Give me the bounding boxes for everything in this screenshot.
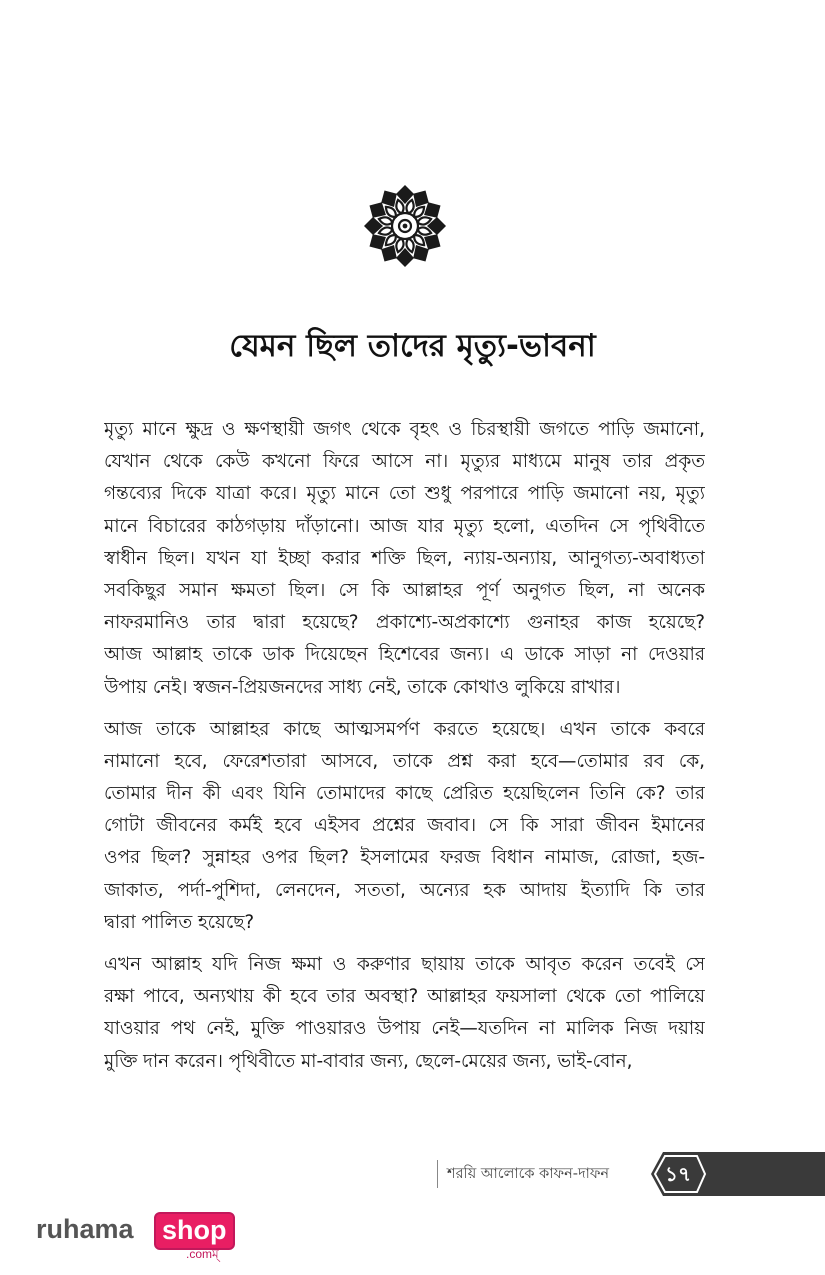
running-book-title: শরয়ি আলোকে কাফন-দাফন bbox=[447, 1166, 610, 1182]
ruhamashop-watermark-logo bbox=[36, 1212, 236, 1260]
mandala-ornament-icon bbox=[362, 183, 448, 269]
text-line: আজ আল্লাহ তাকে ডাক দিয়েছেন হিশেবের জন্য। এ ডাকে সাড়া না দেওয়ার bbox=[104, 644, 705, 666]
text-line: তোমার দীন কী এবং যিনি তোমাদের কাছে প্রেরিত হয়েছিলেন তিনি কে? তার bbox=[104, 783, 705, 805]
brand-main-text: ruhama bbox=[36, 1214, 134, 1244]
text-line: গন্তব্যের দিকে যাত্রা করে। মৃত্যু মানে তো শুধু পরপারে পাড়ি জমানো নয়, মৃত্যু bbox=[104, 483, 705, 505]
text-line: এখন আল্লাহ যদি নিজ ক্ষমা ও করুণার ছায়ায় তাকে আবৃত করেন তবেই সে bbox=[104, 954, 705, 975]
text-line: মৃত্যু মানে ক্ষুদ্র ও ক্ষণস্থায়ী জগৎ থেকে বৃহৎ ও চিরস্থায়ী জগতে পাড়ি জমানো, bbox=[104, 419, 705, 440]
text-line: আজ তাকে আল্লাহর কাছে আত্মসমর্পণ করতে হয়েছে। এখন তাকে কবরে bbox=[104, 718, 705, 740]
text-line: যেখান থেকে কেউ কখনো ফিরে আসে না। মৃত্যুর মাধ্যমে মানুষ তার প্রকৃত bbox=[104, 451, 705, 473]
text-line: নাফরমানিও তার দ্বারা হয়েছে? প্রকাশ্যে-অপ্রকাশ্যে গুনাহর কাজ হয়েছে? bbox=[104, 612, 705, 634]
text-line: যাওয়ার পথ নেই, মুক্তি পাওয়ারও উপায় নেই—যতদিন না মালিক নিজ দয়ায় bbox=[104, 1018, 705, 1040]
text-line: গোটা জীবনের কর্মই হবে এইসব প্রশ্নের জবাব। সে কি সারা জীবন ইমানের bbox=[104, 815, 705, 837]
text-line: দ্বারা পালিত হয়েছে? bbox=[104, 911, 255, 933]
paragraph bbox=[104, 414, 705, 704]
text-line: মানে বিচারের কাঠগড়ায় দাঁড়ানো। আজ যার মৃত্যু হলো, এতদিন সে পৃথিবীতে bbox=[104, 515, 705, 537]
body-text bbox=[104, 414, 705, 1088]
text-line: জাকাত, পর্দা-পুশিদা, লেনদেন, সততা, অন্যের হক আদায় ইত্যাদি কি তার bbox=[104, 879, 705, 901]
text-line: ওপর ছিল? সুন্নাহর ওপর ছিল? ইসলামের ফরজ বিধান নামাজ, রোজা, হজ- bbox=[104, 847, 705, 869]
text-line: সবকিছুর সমান ক্ষমতা ছিল। সে কি আল্লাহর পূর্ণ অনুগত ছিল, না অনেক bbox=[104, 579, 705, 601]
brand-domain-text: .comম্ bbox=[186, 1247, 219, 1261]
chapter-title: যেমন ছিল তাদের মৃত্যু-ভাবনা bbox=[229, 328, 596, 364]
footer-divider bbox=[437, 1160, 438, 1188]
text-line: উপায় নেই। স্বজন-প্রিয়জনদের সাধ্য নেই, তাকে কোথাও লুকিয়ে রাখার। bbox=[104, 676, 621, 698]
text-line: নামানো হবে, ফেরেশতারা আসবে, তাকে প্রশ্ন করা হবে—তোমার রব কে, bbox=[104, 750, 705, 772]
text-line: স্বাধীন ছিল। যখন যা ইচ্ছা করার শক্তি ছিল, ন্যায়-অন্যায়, আনুগত্য-অবাধ্যতা bbox=[104, 547, 705, 569]
paragraph bbox=[104, 714, 705, 939]
paragraph bbox=[104, 949, 705, 1078]
text-line: রক্ষা পাবে, অন্যথায় কী হবে তার অবস্থা? আল্লাহর ফয়সালা থেকে তো পালিয়ে bbox=[104, 986, 705, 1008]
text-line: মুক্তি দান করেন। পৃথিবীতে মা-বাবার জন্য, ছেলে-মেয়ের জন্য, ভাই-বোন, bbox=[104, 1050, 633, 1072]
brand-shop-text: shop bbox=[162, 1215, 227, 1245]
brand-shop-box bbox=[154, 1212, 235, 1250]
page-number: ১৭ bbox=[665, 1162, 691, 1186]
